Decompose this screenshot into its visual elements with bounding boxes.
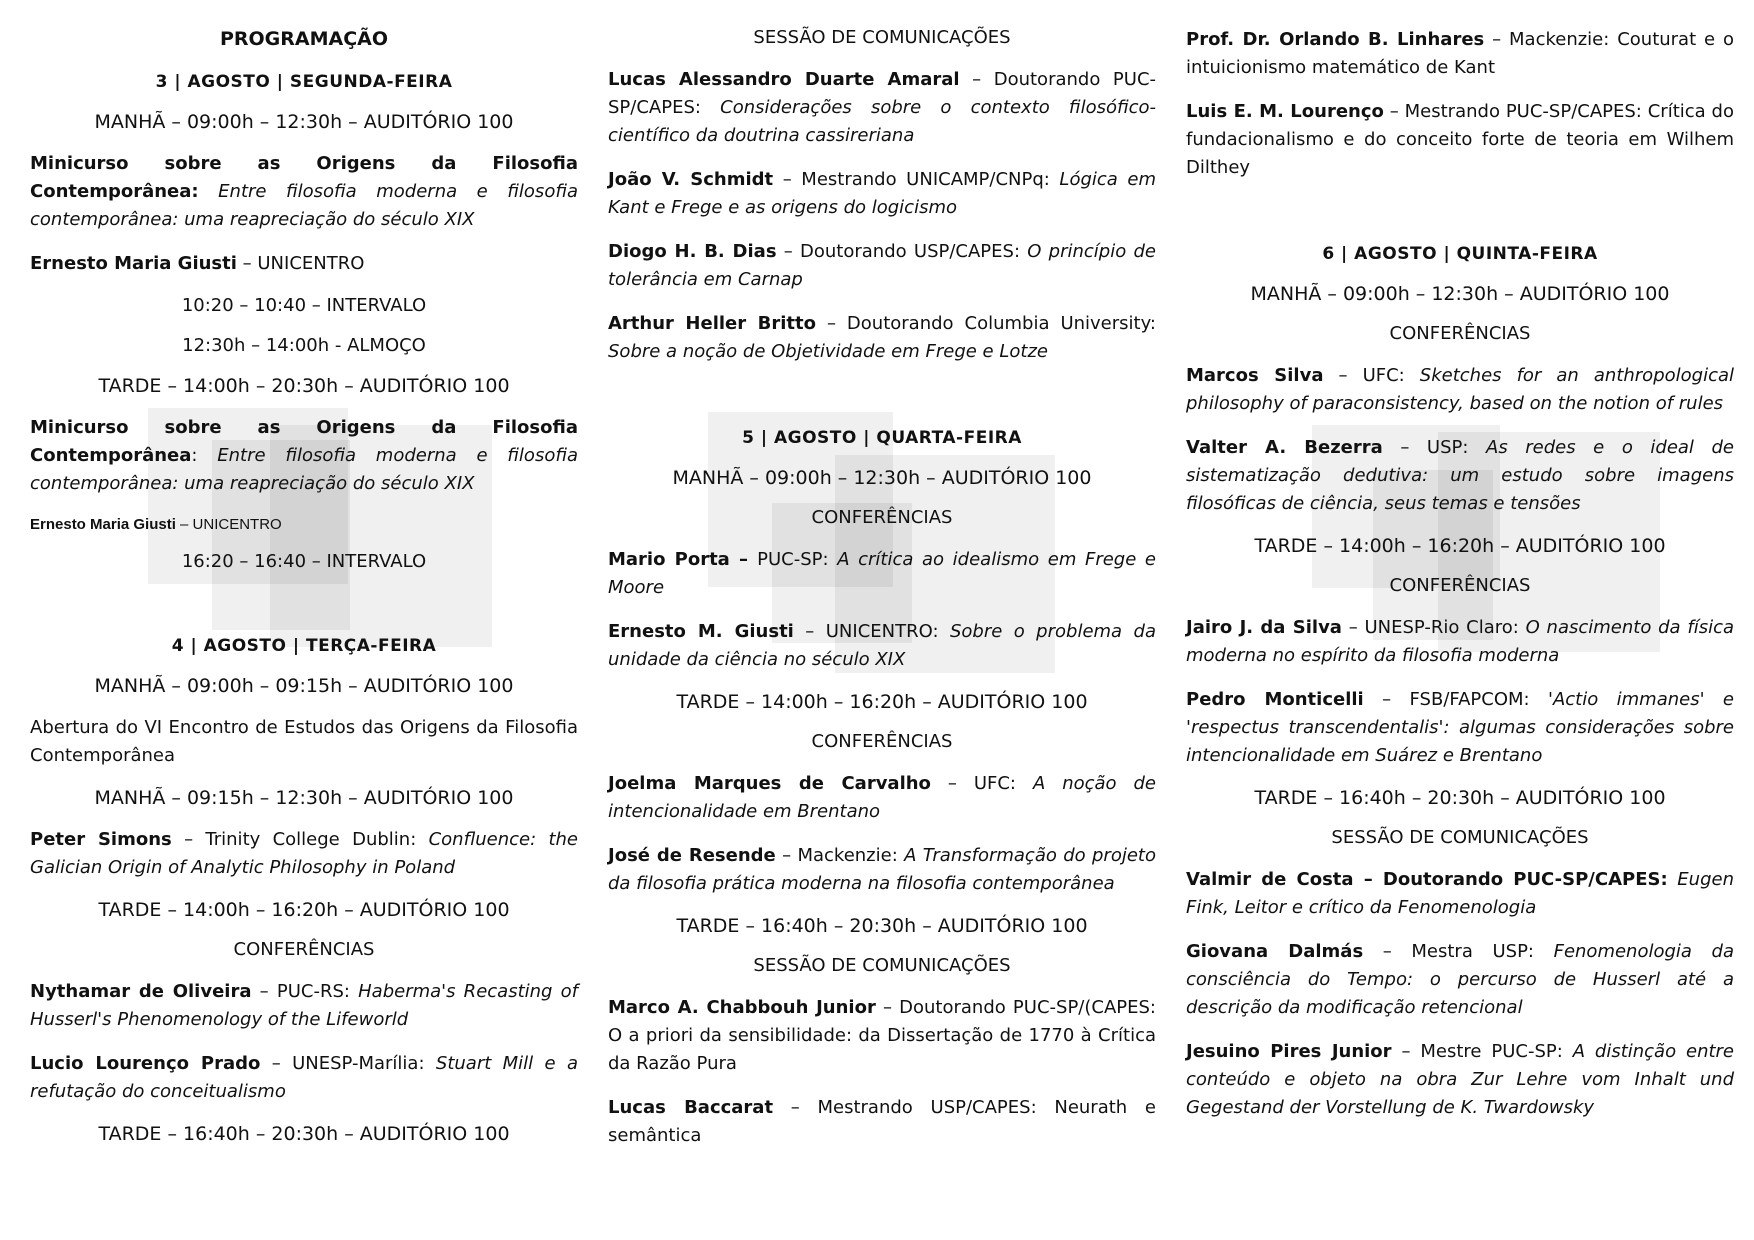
time-slot: TARDE – 14:00h – 16:20h – AUDITÓRIO 100 (1254, 535, 1666, 557)
entry-name: Nythamar de Oliveira (30, 981, 252, 1002)
program-entry: Abertura do VI Encontro de Estudos das Origens da Filosofia Contemporânea (30, 717, 578, 766)
program-entry (608, 994, 1156, 1078)
section-heading: SESSÃO DE COMUNICAÇÕES (753, 27, 1011, 48)
entry-name: Minicurso sobre as Origens da Filosofia Contemporânea: (30, 153, 578, 202)
entry-affiliation: – Mestra USP: (1363, 941, 1554, 962)
entry-name: Giovana Dalmás (1186, 941, 1364, 962)
program-entry (608, 166, 1156, 222)
program-entry (30, 150, 578, 234)
entry-title: A noção de intencionalidade em Brentano (608, 773, 1156, 822)
program-entry (30, 414, 578, 498)
program-entry (1186, 362, 1734, 418)
break-slot: 16:20 – 16:40 – INTERVALO (181, 551, 427, 572)
section-heading: CONFERÊNCIAS (1389, 575, 1531, 596)
program-entry (1186, 434, 1734, 518)
program-entry (30, 250, 578, 278)
entry-name: Ernesto Maria Giusti (30, 516, 176, 533)
entry-name: Lucas Baccarat (608, 1097, 774, 1118)
entry-affiliation: – Mestrando UNICAMP/CNPq: (773, 169, 1060, 190)
program-entry (30, 826, 578, 882)
entry-affiliation: – FSB/FAPCOM: (1363, 689, 1548, 710)
time-slot: TARDE – 16:40h – 20:30h – AUDITÓRIO 100 (1254, 787, 1666, 809)
entry-affiliation: – Doutorando PUC-SP/CAPES: (608, 69, 1157, 118)
entry-title: 'Actio immanes' e 'respectus transcendentalis': algumas considerações sobre intencionalidade em Suárez e Brentano (1186, 689, 1734, 766)
day-heading: 5 | AGOSTO | QUARTA-FEIRA (742, 428, 1022, 448)
entry-title: A crítica ao idealismo em Frege e Moore (608, 549, 1156, 598)
entry-title: Entre filosofia moderna e filosofia contemporânea: uma reapreciação do século XIX (30, 445, 578, 494)
time-slot: TARDE – 14:00h – 20:30h – AUDITÓRIO 100 (98, 375, 510, 397)
entry-affiliation: – UNICENTRO (236, 253, 365, 274)
entry-name: Arthur Heller Britto (608, 313, 816, 334)
section-heading: CONFERÊNCIAS (233, 939, 375, 960)
program-entry (30, 1050, 578, 1106)
program-entry (608, 310, 1156, 366)
entry-affiliation: – Mackenzie: Couturat e o intuicionismo matemático de Kant (1186, 29, 1734, 78)
section-heading: SESSÃO DE COMUNICAÇÕES (753, 955, 1011, 976)
time-slot: MANHÃ – 09:15h – 12:30h – AUDITÓRIO 100 (94, 787, 514, 809)
section-heading: SESSÃO DE COMUNICAÇÕES (1331, 827, 1589, 848)
entry-title: Eugen Fink, Leitor e crítico da Fenomenologia (1186, 869, 1734, 918)
entry-name: João V. Schmidt (608, 169, 774, 190)
program-entry (1186, 866, 1734, 922)
entry-affiliation: – Mackenzie: (775, 845, 905, 866)
program-entry (608, 1094, 1156, 1150)
entry-affiliation: – Mestre PUC-SP: (1391, 1041, 1573, 1062)
entry-name: Jairo J. da Silva (1186, 617, 1342, 638)
entry-affiliation: – Doutorando PUC-SP/(CAPES: O a priori da sensibilidade: da Dissertação de 1770 à Crítica da Razão Pura (608, 997, 1156, 1074)
program-entry (608, 546, 1156, 602)
time-slot: TARDE – 16:40h – 20:30h – AUDITÓRIO 100 (676, 915, 1088, 937)
day-heading: 3 | AGOSTO | SEGUNDA-FEIRA (155, 72, 453, 92)
entry-affiliation: PUC-SP: (757, 549, 838, 570)
entry-name: Peter Simons (30, 829, 172, 850)
column-right (1186, 26, 1734, 1138)
entry-title: O nascimento da física moderna no espírito da filosofia moderna (1186, 617, 1734, 666)
program-entry (1186, 686, 1734, 770)
entry-affiliation: – Doutorando USP/CAPES: (776, 241, 1028, 262)
program-entry (1186, 614, 1734, 670)
entry-title: Entre filosofia moderna e filosofia contemporânea: uma reapreciação do século XIX (30, 181, 578, 230)
entry-name: Valmir de Costa – Doutorando PUC-SP/CAPES: (1186, 869, 1668, 890)
entry-title: Sobre a noção de Objetividade em Frege e Lotze (608, 341, 1048, 362)
entry-name: Lucio Lourenço Prado (30, 1053, 261, 1074)
program-entry (30, 514, 578, 536)
entry-affiliation: – Trinity College Dublin: (171, 829, 429, 850)
entry-title: Fenomenologia da consciência do Tempo: o percurso de Husserl até a descrição da modificação retencional (1186, 941, 1735, 1018)
section-heading: CONFERÊNCIAS (1389, 323, 1531, 344)
entry-title: Sobre o problema da unidade da ciência no século XIX (608, 621, 1156, 670)
entry-title: Considerações sobre o contexto filosófico-científico da doutrina cassireriana (608, 97, 1156, 146)
entry-name: Marco A. Chabbouh Junior (608, 997, 876, 1018)
section-heading: CONFERÊNCIAS (811, 731, 953, 752)
entry-name: Prof. Dr. Orlando B. Linhares (1186, 29, 1485, 50)
time-slot: MANHÃ – 09:00h – 09:15h – AUDITÓRIO 100 (94, 675, 514, 697)
time-slot: MANHÃ – 09:00h – 12:30h – AUDITÓRIO 100 (94, 111, 514, 133)
entry-name: Diogo H. B. Dias (608, 241, 777, 262)
entry-name: Pedro Monticelli (1186, 689, 1364, 710)
entry-affiliation: – UFC: (930, 773, 1033, 794)
entry-name: Mario Porta – (608, 549, 758, 570)
entry-affiliation: – UFC: (1323, 365, 1420, 386)
entry-title: A distinção entre conteúdo e objeto na obra Zur Lehre vom Inhalt und Gegestand der Vorstellung de K. Twardowsky (1186, 1041, 1735, 1118)
entry-affiliation: – UNICENTRO: (793, 621, 950, 642)
entry-name: Joelma Marques de Carvalho (608, 773, 931, 794)
lunch-slot: 12:30h – 14:00h - ALMOÇO (182, 335, 426, 356)
section-heading: CONFERÊNCIAS (811, 507, 953, 528)
entry-title: Lógica em Kant e Frege e as origens do logicismo (608, 169, 1156, 218)
program-entry (1186, 938, 1734, 1022)
column-middle (608, 26, 1156, 1166)
time-slot: MANHÃ – 09:00h – 12:30h – AUDITÓRIO 100 (672, 467, 1092, 489)
page-title: PROGRAMAÇÃO (219, 28, 389, 50)
time-slot: TARDE – 14:00h – 16:20h – AUDITÓRIO 100 (98, 899, 510, 921)
time-slot: TARDE – 14:00h – 16:20h – AUDITÓRIO 100 (676, 691, 1088, 713)
program-entry (608, 618, 1156, 674)
entry-affiliation: – UNICENTRO (175, 516, 282, 533)
entry-title: As redes e o ideal de sistematização dedutiva: um estudo sobre imagens filosóficas de ciência, seus temas e tensões (1186, 437, 1734, 514)
entry-title: A Transformação do projeto da filosofia prática moderna na filosofia contemporânea (608, 845, 1156, 894)
entry-affiliation: – Mestrando USP/CAPES: Neurath e semântica (608, 1097, 1156, 1146)
time-slot: MANHÃ – 09:00h – 12:30h – AUDITÓRIO 100 (1250, 283, 1670, 305)
entry-name: Ernesto Maria Giusti (30, 253, 237, 274)
entry-title: Sketches for an anthropological philosophy of paraconsistency, based on the notion of rules (1186, 365, 1735, 414)
program-entry (1186, 1038, 1734, 1122)
break-slot: 10:20 – 10:40 – INTERVALO (181, 295, 427, 316)
program-entry (608, 238, 1156, 294)
entry-name: Marcos Silva (1186, 365, 1324, 386)
entry-affiliation: – UNESP-Rio Claro: (1341, 617, 1526, 638)
time-slot: TARDE – 16:40h – 20:30h – AUDITÓRIO 100 (98, 1123, 510, 1145)
entry-title: O princípio de tolerância em Carnap (608, 241, 1156, 290)
day-heading: 4 | AGOSTO | TERÇA-FEIRA (171, 636, 437, 656)
entry-name: Ernesto M. Giusti (608, 621, 794, 642)
entry-name: Lucas Alessandro Duarte Amaral (608, 69, 960, 90)
column-left (30, 26, 578, 1162)
entry-title: Confluence: the Galician Origin of Analytic Philosophy in Poland (30, 829, 579, 878)
day-heading: 6 | AGOSTO | QUINTA-FEIRA (1322, 244, 1598, 264)
entry-affiliation: – Doutorando Columbia University: (815, 313, 1156, 334)
program-entry (608, 770, 1156, 826)
program-entry (608, 66, 1156, 150)
entry-name: Minicurso sobre as Origens da Filosofia Contemporânea (30, 417, 578, 466)
program-entry (1186, 26, 1734, 82)
entry-name: Valter A. Bezerra (1186, 437, 1383, 458)
entry-affiliation: – UNESP-Marília: (260, 1053, 436, 1074)
entry-colon: : (191, 445, 198, 466)
program-entry (30, 978, 578, 1034)
entry-name: Jesuino Pires Junior (1186, 1041, 1392, 1062)
entry-affiliation: – PUC-RS: (251, 981, 359, 1002)
entry-title: Stuart Mill e a refutação do conceitualismo (30, 1053, 579, 1102)
program-entry (608, 842, 1156, 898)
entry-title: Haberma's Recasting of Husserl's Phenomenology of the Lifeworld (30, 981, 578, 1030)
entry-name: José de Resende (608, 845, 776, 866)
entry-name: Luis E. M. Lourenço (1186, 101, 1384, 122)
entry-affiliation: – Mestrando PUC-SP/CAPES: Crítica do fundacionalismo e do conceito forte de teoria em Wilhem Dilthey (1186, 101, 1734, 178)
program-entry (1186, 98, 1734, 182)
entry-affiliation: – USP: (1382, 437, 1487, 458)
